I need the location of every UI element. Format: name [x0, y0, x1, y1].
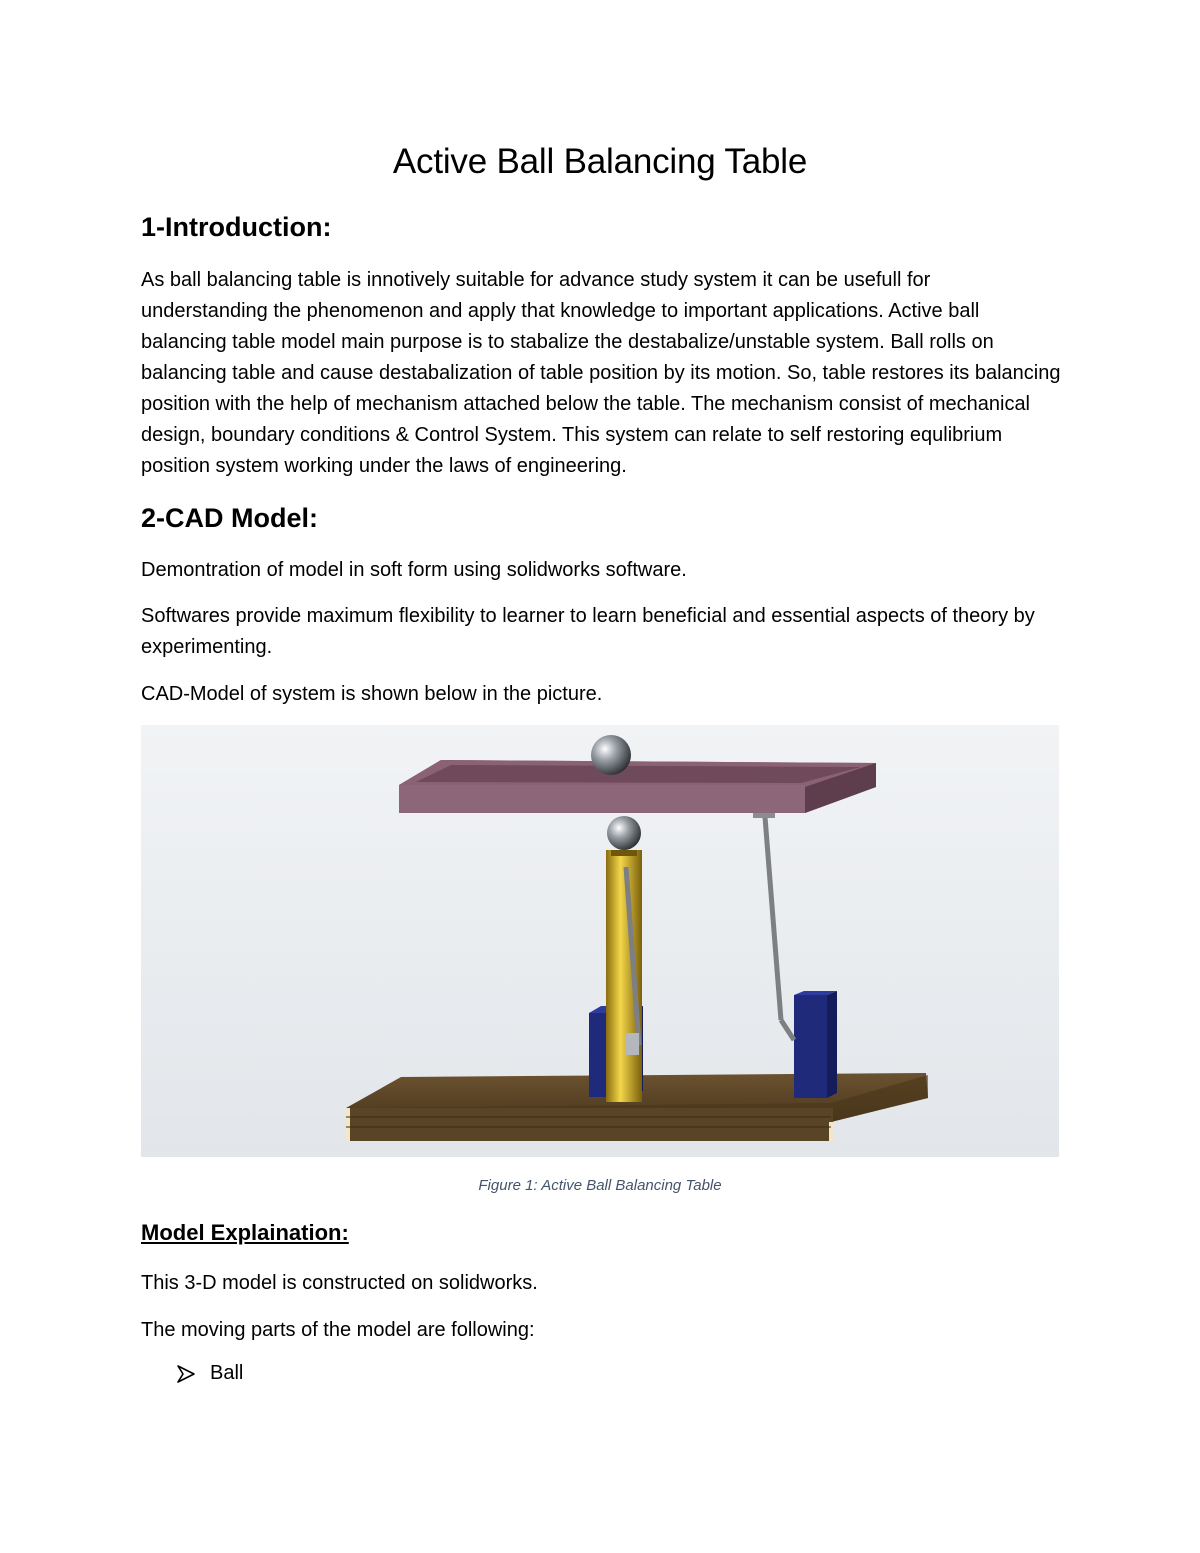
intro-paragraph: As ball balancing table is innotively suitable for advance study system it can be usefull for understanding the phenomenon and apply that knowledge to important applications. Active ball balancing table model main purpose is to stabalize the destabalize/unstable system. Ball rolls on balancing table and cause destabalization of table position by its motion. So, table restores its balancing position with the help of mechanism attached below the table. The mechanism consist of mechanical design, boundary conditions & Control System. This system can relate to self restoring equlibrium position system working under the laws of engineering.	[141, 269, 1061, 477]
cad-paragraph-1: Demontration of model in soft form using solidworks software.	[141, 559, 687, 581]
explanation-paragraph-1: This 3-D model is constructed on solidworks.	[141, 1272, 538, 1294]
cad-heading: 2-CAD Model:	[141, 503, 318, 533]
explanation-heading: Model Explaination:	[141, 1220, 349, 1245]
list-item-label: Ball	[210, 1362, 244, 1384]
figure-caption: Figure 1: Active Ball Balancing Table	[478, 1177, 722, 1194]
cad-paragraph-3: CAD-Model of system is shown below in the picture.	[141, 683, 603, 705]
cad-paragraph-2: Softwares provide maximum flexibility to learner to learn beneficial and essential aspects of theory by experimenting.	[141, 605, 1035, 658]
servo-block-right	[794, 991, 837, 1098]
list-item	[176, 1362, 243, 1385]
arrowhead-bullet-icon	[176, 1364, 196, 1384]
explanation-paragraph-2: The moving parts of the model are following:	[141, 1319, 535, 1341]
table-top	[399, 760, 876, 818]
center-post	[606, 850, 642, 1102]
ball	[591, 735, 631, 775]
cad-model-figure	[141, 725, 1059, 1157]
intro-heading: 1-Introduction:	[141, 212, 332, 242]
servo-horn	[625, 1033, 639, 1055]
pivot-joint	[607, 816, 641, 850]
document-title: Active Ball Balancing Table	[392, 142, 808, 181]
